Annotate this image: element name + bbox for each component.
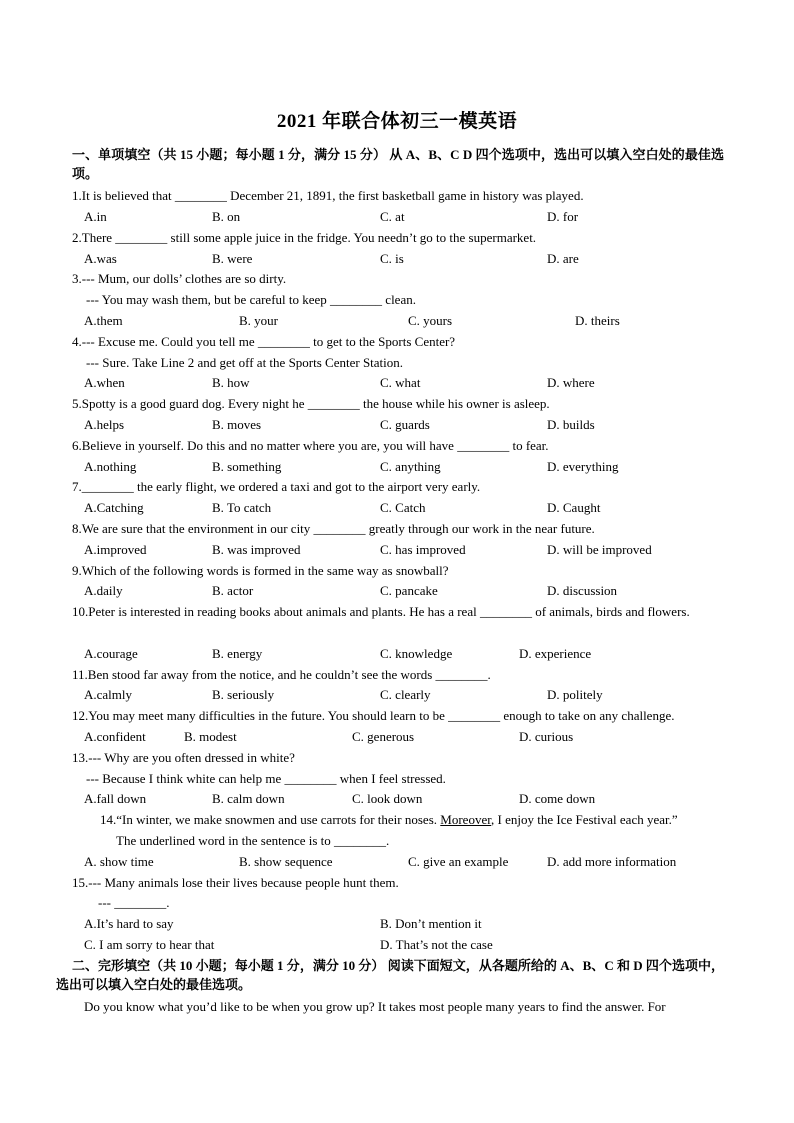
- option-c: C. generous: [352, 729, 415, 744]
- option-a: A. show time: [84, 854, 154, 869]
- option-d: D. builds: [547, 417, 595, 432]
- question-12-options: [84, 726, 724, 747]
- question-5-options: [84, 414, 724, 435]
- underlined-word: Moreover: [440, 812, 492, 827]
- option-d: D. will be improved: [547, 542, 652, 557]
- option-d: D. where: [547, 375, 595, 390]
- question-11-stem: 11.Ben stood far away from the notice, and he couldn’t see the words ________.: [72, 667, 491, 682]
- question-14-stem-part: 14.“In winter, we make snowmen and use carrots for their noses.: [100, 812, 441, 827]
- question-10-options: [84, 643, 724, 664]
- question-14-stem-part: , I enjoy the Ice Festival each year.”: [491, 812, 678, 827]
- question-3-stem: 3.--- Mum, our dolls’ clothes are so dirty.: [72, 271, 287, 286]
- question-2-stem: 2.There ________ still some apple juice in the fridge. You needn’t go to the supermarket.: [72, 230, 537, 245]
- option-b: B. actor: [212, 583, 254, 598]
- question-13-stem-2: --- Because I think white can help me ________ when I feel stressed.: [86, 771, 446, 786]
- option-d: D. come down: [519, 791, 596, 806]
- option-a: A.It’s hard to say: [84, 916, 174, 931]
- option-a: A.in: [84, 209, 107, 224]
- option-d: D. Caught: [547, 500, 601, 515]
- question-9-stem: 9.Which of the following words is formed in the same way as snowball?: [72, 563, 449, 578]
- question-3-stem-2: --- You may wash them, but be careful to keep ________ clean.: [86, 292, 416, 307]
- section-2-heading: 二、完形填空（共 10 小题；每小题 1 分，满分 10 分） 阅读下面短文，从各题所给的 A、B、C 和 D 四个选项中，选出可以填入空白处的最佳选项。: [56, 958, 724, 992]
- option-a: A.confident: [84, 729, 146, 744]
- question-8-options: [84, 539, 724, 560]
- question-6-stem: 6.Believe in yourself. Do this and no matter where you are, you will have ________ to fear.: [72, 438, 549, 453]
- option-b: B. on: [212, 209, 241, 224]
- question-7-stem: 7.________ the early flight, we ordered a taxi and got to the airport very early.: [72, 479, 481, 494]
- question-9-options: [84, 580, 724, 601]
- option-c: C. knowledge: [380, 646, 453, 661]
- option-b: B. moves: [212, 417, 262, 432]
- question-14-options: [84, 851, 724, 872]
- option-a: A.when: [84, 375, 125, 390]
- option-d: D. are: [547, 251, 579, 266]
- option-c: C. I am sorry to hear that: [84, 937, 215, 952]
- question-4-stem-2: --- Sure. Take Line 2 and get off at the Sports Center Station.: [86, 355, 404, 370]
- option-a: A.them: [84, 313, 123, 328]
- question-11-options: [84, 684, 724, 705]
- option-b: B. was improved: [212, 542, 301, 557]
- option-a: A.courage: [84, 646, 138, 661]
- question-2-options: [84, 248, 724, 269]
- question-5-stem: 5.Spotty is a good guard dog. Every night he ________ the house while his owner is asleep.: [72, 396, 550, 411]
- question-14-stem: [100, 809, 760, 830]
- question-8-stem: 8.We are sure that the environment in our city ________ greatly through our work in the near future.: [72, 521, 595, 536]
- question-13-options: [84, 788, 724, 809]
- option-b: B. calm down: [212, 791, 285, 806]
- option-d: D. experience: [519, 646, 592, 661]
- question-12-stem: 12.You may meet many difficulties in the future. You should learn to be ________ enough to take on any challenge.: [72, 708, 675, 723]
- option-c: C. guards: [380, 417, 430, 432]
- question-4-stem: 4.--- Excuse me. Could you tell me ________ to get to the Sports Center?: [72, 334, 456, 349]
- option-a: A.helps: [84, 417, 125, 432]
- question-15-stem: 15.--- Many animals lose their lives because people hunt them.: [72, 875, 399, 890]
- option-a: A.improved: [84, 542, 147, 557]
- question-7-options: [84, 497, 724, 518]
- option-c: C. yours: [408, 313, 453, 328]
- option-c: C. at: [380, 209, 405, 224]
- option-a: A.was: [84, 251, 117, 266]
- option-d: D. curious: [519, 729, 574, 744]
- question-15-options-row-1: [84, 913, 724, 934]
- option-c: C. what: [380, 375, 421, 390]
- option-d: D. everything: [547, 459, 619, 474]
- option-b: B. seriously: [212, 687, 275, 702]
- option-c: C. look down: [352, 791, 423, 806]
- question-4-options: [84, 372, 724, 393]
- question-15-options-row-2: [84, 934, 724, 955]
- option-a: A.daily: [84, 583, 123, 598]
- option-c: C. clearly: [380, 687, 431, 702]
- option-b: B. were: [212, 251, 253, 266]
- option-d: D. for: [547, 209, 579, 224]
- option-d: D. theirs: [575, 313, 620, 328]
- option-c: C. anything: [380, 459, 441, 474]
- option-b: B. how: [212, 375, 250, 390]
- question-1-stem: 1.It is believed that ________ December 21, 1891, the first basketball game in history was played.: [72, 188, 584, 203]
- question-15-stem-2: --- ________.: [98, 895, 170, 910]
- option-a: A.nothing: [84, 459, 137, 474]
- option-c: C. is: [380, 251, 404, 266]
- question-1-options: [84, 206, 724, 227]
- question-10-stem: 10.Peter is interested in reading books about animals and plants. He has a real ________ of animals, birds and flowers.: [72, 604, 690, 619]
- question-14-stem-2: The underlined word in the sentence is to ________.: [116, 833, 390, 848]
- option-a: A.Catching: [84, 500, 144, 515]
- option-b: B. To catch: [212, 500, 272, 515]
- question-3-options: [84, 310, 724, 331]
- cloze-passage: Do you know what you’d like to be when you grow up? It takes most people many years to find the answer. For: [84, 999, 666, 1014]
- section-1-heading: 一、单项填空（共 15 小题；每小题 1 分，满分 15 分） 从 A、B、C D 四个选项中，选出可以填入空白处的最佳选项。: [72, 147, 724, 181]
- option-d: D. politely: [547, 687, 603, 702]
- page-title: 2021 年联合体初三一模英语: [276, 111, 518, 132]
- option-a: A.fall down: [84, 791, 147, 806]
- question-13-stem: 13.--- Why are you often dressed in white?: [72, 750, 295, 765]
- option-b: B. Don’t mention it: [380, 916, 482, 931]
- option-c: C. pancake: [380, 583, 438, 598]
- option-d: D. That’s not the case: [380, 937, 493, 952]
- option-c: C. Catch: [380, 500, 426, 515]
- option-d: D. discussion: [547, 583, 618, 598]
- option-d: D. add more information: [547, 854, 677, 869]
- question-6-options: [84, 456, 724, 477]
- option-c: C. has improved: [380, 542, 466, 557]
- option-b: B. your: [239, 313, 278, 328]
- option-b: B. show sequence: [239, 854, 333, 869]
- option-c: C. give an example: [408, 854, 509, 869]
- option-b: B. modest: [184, 729, 237, 744]
- option-b: B. energy: [212, 646, 263, 661]
- option-a: A.calmly: [84, 687, 133, 702]
- option-b: B. something: [212, 459, 282, 474]
